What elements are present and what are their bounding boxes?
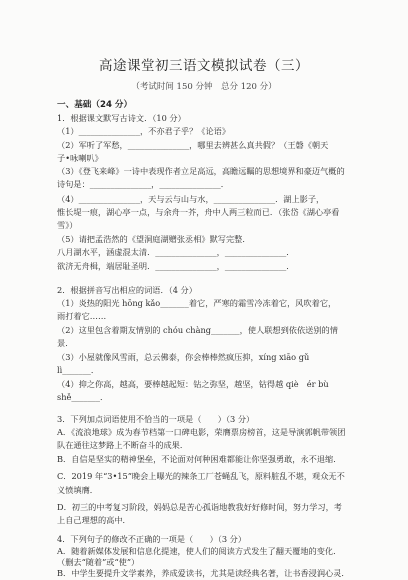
text-line: 惟长堤一痕，湖心亭一点，与余舟一芥，舟中人两三粒而已．（张岱《湖心亭看	[57, 207, 340, 217]
question-4: 4．下列句子的修改不正确的一项是（ ）（3 分）	[57, 534, 247, 544]
option-b: B．自信是坚实的精神堡垒，不论面对何种困难都能让你坚强勇敢，永不退缩．	[57, 454, 342, 464]
option-c: C．2019 年“3•15”晚会上曝光的辣条工厂苍蝇乱飞，原料脏乱不堪，观众无不	[57, 471, 345, 481]
text-line: shě_______．	[57, 392, 109, 402]
text-line: （2）这里包含着期友情别的 chóu chàng_______，使人联想到依依送别的情	[57, 325, 338, 335]
text-line: 雨打着它……	[57, 311, 107, 321]
text-line: （3）《登飞来峰》一诗中表现作者立足高远，高瞻远瞩的思想境界和豪迈气概的	[57, 166, 345, 176]
text-line: （4）抑之你高，越高，要棒越起短：钻之弥坚，越坚，钻得越 qiè ér bù	[57, 379, 329, 389]
text-line: （2）军听了军愁，_______________，哪里去辨甚么真共假？（王磐《朝天	[57, 140, 329, 150]
question-2: 2．根据拼音写出相应的词语．（4 分）	[57, 285, 197, 295]
text-line: 景．	[57, 338, 74, 348]
text-line: （3）小屋就像风雪雨，总云佛泰，你会棒棒然疯压抑，xíng xiāo gǔ	[57, 352, 310, 362]
text-line: 义愤填膺．	[57, 485, 98, 495]
option-b: B．中学生要提升文学素养，养成爱读书，尤其是读经典名著，让书香浸润心灵．	[57, 568, 350, 578]
question-3: 3．下列加点词语使用不恰当的一项是（ ）（3 分）	[57, 414, 255, 424]
text-line: 八月湖水平，涵虚混太清．_______________，_______________．	[57, 247, 295, 257]
text-line: （1）炎热的阳光 hōng kǎo_______着它，严寒的霜雪冷冻着它，风吹着它，	[57, 298, 337, 308]
text-line: 诗句是：_______________，_______________．	[57, 179, 229, 189]
text-line: 欲济无舟楫，端居耻圣明．_______________，_______________．	[57, 261, 295, 271]
exam-info: （考试时间 150 分钟 总分 120 分）	[131, 82, 277, 92]
text-line: （1）_______________，不亦君子乎？《论语》	[57, 126, 231, 136]
text-line: 上自己理想的高中．	[57, 515, 131, 525]
section-heading: 一、基础（24 分）	[57, 100, 133, 110]
text-line: 雪》）	[57, 220, 78, 230]
option-a: A．随着新媒体发展和信息化提速，使人们的阅读方式发生了翻天覆地的变化．	[57, 546, 342, 556]
option-d: D．初三的中考复习阶段，妈妈总是苦心孤诣地教我好好修时间，努力学习，考	[57, 502, 342, 512]
text-line: 队在通往这梦路上不断奋斗的成果．	[57, 440, 189, 450]
text-line: （4）_______________，天与云与山与水，_______________．湖上影子，	[57, 194, 325, 204]
question-1: 1．根据课文默写古诗文．（10 分）	[57, 113, 186, 123]
page-title: 高途课堂初三语文模拟试卷（三）	[99, 58, 309, 74]
text-line: （删去“随着”或“使”）	[57, 557, 140, 567]
text-line: 子•咏喇叭》	[57, 153, 103, 163]
text-line: （5）请把孟浩然的《望洞庭湖赠张丞相》默写完整．	[57, 234, 251, 244]
option-a: A．《流浪地球》成为春节档第一口碑电影，荣膺票房榜首，这是导演郭帆带领团	[57, 427, 346, 437]
text-line: lì_______．	[57, 365, 100, 375]
